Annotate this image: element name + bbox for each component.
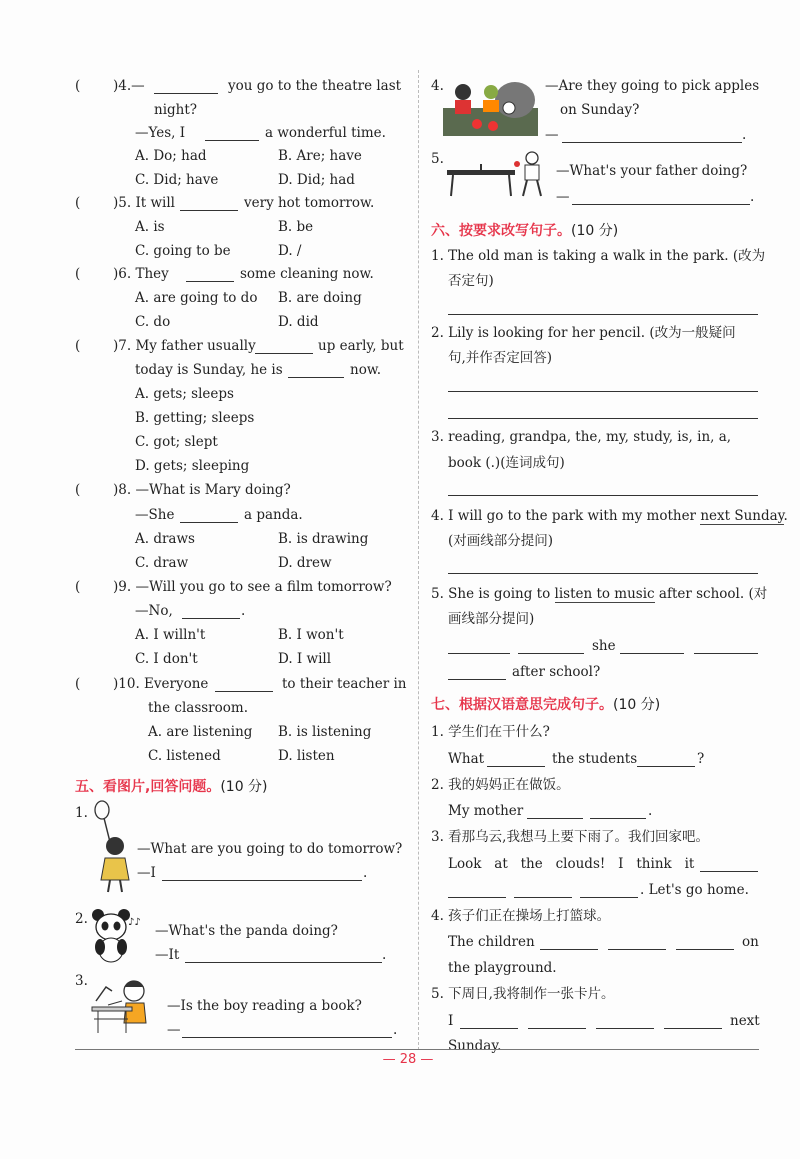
s6-q2-answer-line-2[interactable] [448, 418, 758, 419]
page-number: — 28 — [382, 1052, 434, 1067]
s5-item5-question: —What's your father doing? [556, 163, 748, 179]
s7-q3-blank-1[interactable] [700, 871, 758, 872]
q10-stem-2: to their teacher in [282, 676, 407, 692]
q7-option-d: D. gets; sleeping [135, 458, 250, 474]
s5-item3-num: 3. [75, 973, 88, 989]
q8-option-b: B. is drawing [278, 531, 369, 547]
s6-q5-blank-1[interactable] [448, 653, 510, 654]
q6-option-c: C. do [135, 314, 171, 330]
s6-q5: 5. She is going to listen to music after school. (对 [431, 586, 768, 602]
q4-num: )4.— [113, 78, 145, 94]
s5-item1-answer-label: —I [137, 865, 156, 881]
s5-item5-num: 5. [431, 151, 444, 167]
q5-option-c: C. going to be [135, 243, 231, 259]
svg-text:♪♪: ♪♪ [128, 917, 141, 928]
s7-q5-blank-1[interactable] [460, 1028, 518, 1029]
s5-item2-question: —What's the panda doing? [155, 923, 338, 939]
s7-q4-chinese: 4. 孩子们正在操场上打篮球。 [431, 908, 611, 924]
q9-response: —No, [135, 603, 173, 619]
q7-blank-1[interactable] [255, 353, 313, 354]
s7-q2-blank-2[interactable] [590, 818, 646, 819]
s6-q2: 2. Lily is looking for her pencil. (改为一般疑问 [431, 325, 736, 341]
q7-stem: )7. My father usually [113, 338, 256, 354]
q5-option-b: B. be [278, 219, 314, 235]
s7-q4-text-1: The children [448, 934, 535, 950]
q7-option-a: A. gets; sleeps [135, 386, 234, 402]
q5-stem: )5. It will [113, 195, 175, 211]
q10-stem: )10. Everyone [113, 676, 209, 692]
s7-q3-blank-4[interactable] [580, 897, 638, 898]
s5-item1-period: . [363, 865, 368, 881]
q4-response: —Yes, I [135, 125, 186, 141]
q4-option-b: B. Are; have [278, 148, 362, 164]
q8-blank[interactable] [180, 522, 238, 523]
s6-q3-answer-line[interactable] [448, 495, 758, 496]
q8-option-d: D. drew [278, 555, 332, 571]
s5-item1-question: —What are you going to do tomorrow? [137, 841, 403, 857]
s5-item5-answer-label: — [556, 189, 570, 205]
q10-option-d: D. listen [278, 748, 335, 764]
s5-item5-answer-line[interactable] [572, 204, 750, 205]
q4-stem: you go to the theatre last [228, 78, 402, 94]
q4-option-a: A. Do; had [135, 148, 207, 164]
s5-item2-answer-label: —It [155, 947, 180, 963]
q10-blank[interactable] [215, 691, 273, 692]
q10-option-b: B. is listening [278, 724, 372, 740]
s6-q5-after: after school? [512, 664, 601, 680]
s6-q4-2: (对画线部分提问) [448, 533, 554, 549]
column-divider [418, 70, 419, 1050]
apple-picking-icon [443, 78, 538, 136]
q8-stem: )8. —What is Mary doing? [113, 482, 291, 498]
s7-q1-text-1: What [448, 751, 485, 767]
s5-item4-period: . [742, 127, 747, 143]
s5-item4-question-2: on Sunday? [560, 102, 640, 118]
q7-option-c: C. got; slept [135, 434, 218, 450]
s6-q5-blank-3[interactable] [620, 653, 684, 654]
s7-q3-chinese: 3. 看那乌云,我想马上要下雨了。我们回家吧。 [431, 829, 709, 845]
q8-option-c: C. draw [135, 555, 189, 571]
section-6-title: 六、按要求改写句子。(10 分) [431, 223, 619, 239]
q9-paren: ( [75, 579, 81, 595]
s5-item4-question: —Are they going to pick apples [545, 78, 760, 94]
s7-q1-text-2: the students [552, 751, 638, 767]
s5-item5-period: . [750, 189, 755, 205]
q9-option-d: D. I will [278, 651, 332, 667]
q4-blank-1[interactable] [154, 93, 218, 94]
s6-q1: 1. The old man is taking a walk in the park. (改为 [431, 248, 766, 264]
q6-option-b: B. are doing [278, 290, 362, 306]
s7-q1-blank-2[interactable] [637, 766, 695, 767]
s6-q1-answer-line[interactable] [448, 314, 758, 315]
s6-q2-2: 句,并作否定回答) [448, 350, 553, 366]
s5-item3-answer-label: — [167, 1022, 181, 1038]
s6-q5-2: 画线部分提问) [448, 611, 535, 627]
s6-q5-blank-2[interactable] [518, 653, 584, 654]
q4-option-c: C. Did; have [135, 172, 219, 188]
q5-stem-2: very hot tomorrow. [244, 195, 375, 211]
ping-pong-table-icon [445, 150, 550, 200]
s7-q5-blank-3[interactable] [596, 1028, 654, 1029]
s7-q1-q: ? [697, 751, 705, 767]
s7-q1-blank-1[interactable] [487, 766, 545, 767]
s7-q4-blank-2[interactable] [608, 949, 666, 950]
q7-paren: ( [75, 338, 81, 354]
q5-option-a: A. is [135, 219, 165, 235]
s6-q4: 4. I will go to the park with my mother next Sunday. [431, 508, 788, 524]
section-5-title: 五、看图片,回答问题。(10 分) [75, 779, 268, 795]
s7-q3-blank-3[interactable] [514, 897, 572, 898]
q7-blank-2[interactable] [288, 377, 344, 378]
s5-item4-answer-line[interactable] [562, 142, 742, 143]
q4-option-d: D. Did; had [278, 172, 355, 188]
s7-q5-text-2: Sunday. [448, 1038, 502, 1054]
s7-q2-period: . [648, 803, 653, 819]
s5-item2-period: . [382, 947, 387, 963]
q7-stem-3: today is Sunday, he is [135, 362, 283, 378]
q7-stem-4: now. [350, 362, 382, 378]
q9-dot: . [241, 603, 246, 619]
s6-q4-answer-line[interactable] [448, 573, 758, 574]
s6-q1-2: 否定句) [448, 273, 494, 289]
q9-option-b: B. I won't [278, 627, 344, 643]
s7-q4-blank-3[interactable] [676, 949, 734, 950]
s5-item2-answer-line[interactable] [185, 962, 382, 963]
s5-item1-num: 1. [75, 805, 88, 821]
q6-option-a: A. are going to do [135, 290, 258, 306]
q10-option-c: C. listened [148, 748, 221, 764]
q6-paren: ( [75, 266, 81, 282]
s5-item4-num: 4. [431, 78, 444, 94]
panda-icon [88, 905, 148, 965]
q8-response: —She [135, 507, 175, 523]
s5-item2-num: 2. [75, 911, 88, 927]
q5-blank[interactable] [180, 210, 238, 211]
q7-stem-2: up early, but [318, 338, 404, 354]
s5-item1-answer-line[interactable] [162, 880, 362, 881]
q10-stem-3: the classroom. [148, 700, 248, 716]
s7-q1-chinese: 1. 学生们在干什么? [431, 724, 550, 740]
s7-q5-text-1: I [448, 1013, 454, 1029]
s6-q3: 3. reading, grandpa, the, my, study, is, in, a, [431, 429, 732, 445]
section-7-title: 七、根据汉语意思完成句子。(10 分) [431, 697, 661, 713]
s7-q5-chinese: 5. 下周日,我将制作一张卡片。 [431, 986, 615, 1002]
footer-rule [75, 1049, 759, 1050]
s6-q5-blank-4[interactable] [694, 653, 758, 654]
s5-item3-answer-line[interactable] [182, 1037, 392, 1038]
q10-paren: ( [75, 676, 81, 692]
s7-q3-text-2: . Let's go home. [640, 882, 749, 898]
q5-paren: ( [75, 195, 81, 211]
q9-stem: )9. —Will you go to see a film tomorrow? [113, 579, 392, 595]
q4-blank-2[interactable] [205, 140, 259, 141]
s6-q2-answer-line-1[interactable] [448, 391, 758, 392]
q7-option-b: B. getting; sleeps [135, 410, 255, 426]
q5-option-d: D. / [278, 243, 302, 259]
q9-option-a: A. I willn't [135, 627, 206, 643]
s6-q5-she: she [592, 638, 616, 654]
q8-response-2: a panda. [244, 507, 303, 523]
q8-paren: ( [75, 482, 81, 498]
s5-item4-answer-label: — [545, 127, 559, 143]
s7-q4-blank-1[interactable] [540, 949, 598, 950]
s7-q2-blank-1[interactable] [527, 818, 583, 819]
s7-q4-on: on [742, 934, 759, 950]
q6-stem-2: some cleaning now. [240, 266, 374, 282]
s7-q2-text: My mother [448, 803, 524, 819]
s6-q3-2: book (.)(连词成句) [448, 455, 565, 471]
q8-option-a: A. draws [135, 531, 195, 547]
s5-item3-question: —Is the boy reading a book? [167, 998, 362, 1014]
q4-paren: ( [75, 78, 81, 94]
q9-blank[interactable] [182, 618, 240, 619]
q10-option-a: A. are listening [148, 724, 253, 740]
s7-q3-blank-2[interactable] [448, 897, 506, 898]
s7-q3-text-1: Look at the clouds! I think it [448, 856, 695, 872]
s7-q2-chinese: 2. 我的妈妈正在做饭。 [431, 777, 570, 793]
q4-stem-2: night? [154, 102, 198, 118]
girl-badminton-icon [90, 800, 135, 895]
q6-stem: )6. They [113, 266, 169, 282]
boy-writing-at-desk-icon [88, 975, 158, 1040]
s7-q5-next: next [730, 1013, 760, 1029]
q6-blank[interactable] [186, 281, 234, 282]
s5-item3-period: . [393, 1022, 398, 1038]
s7-q5-blank-4[interactable] [664, 1028, 722, 1029]
q9-option-c: C. I don't [135, 651, 198, 667]
q6-option-d: D. did [278, 314, 319, 330]
s7-q4-text-2: the playground. [448, 960, 557, 976]
s7-q5-blank-2[interactable] [528, 1028, 586, 1029]
s6-q5-blank-5[interactable] [448, 679, 506, 680]
q4-response-2: a wonderful time. [265, 125, 386, 141]
